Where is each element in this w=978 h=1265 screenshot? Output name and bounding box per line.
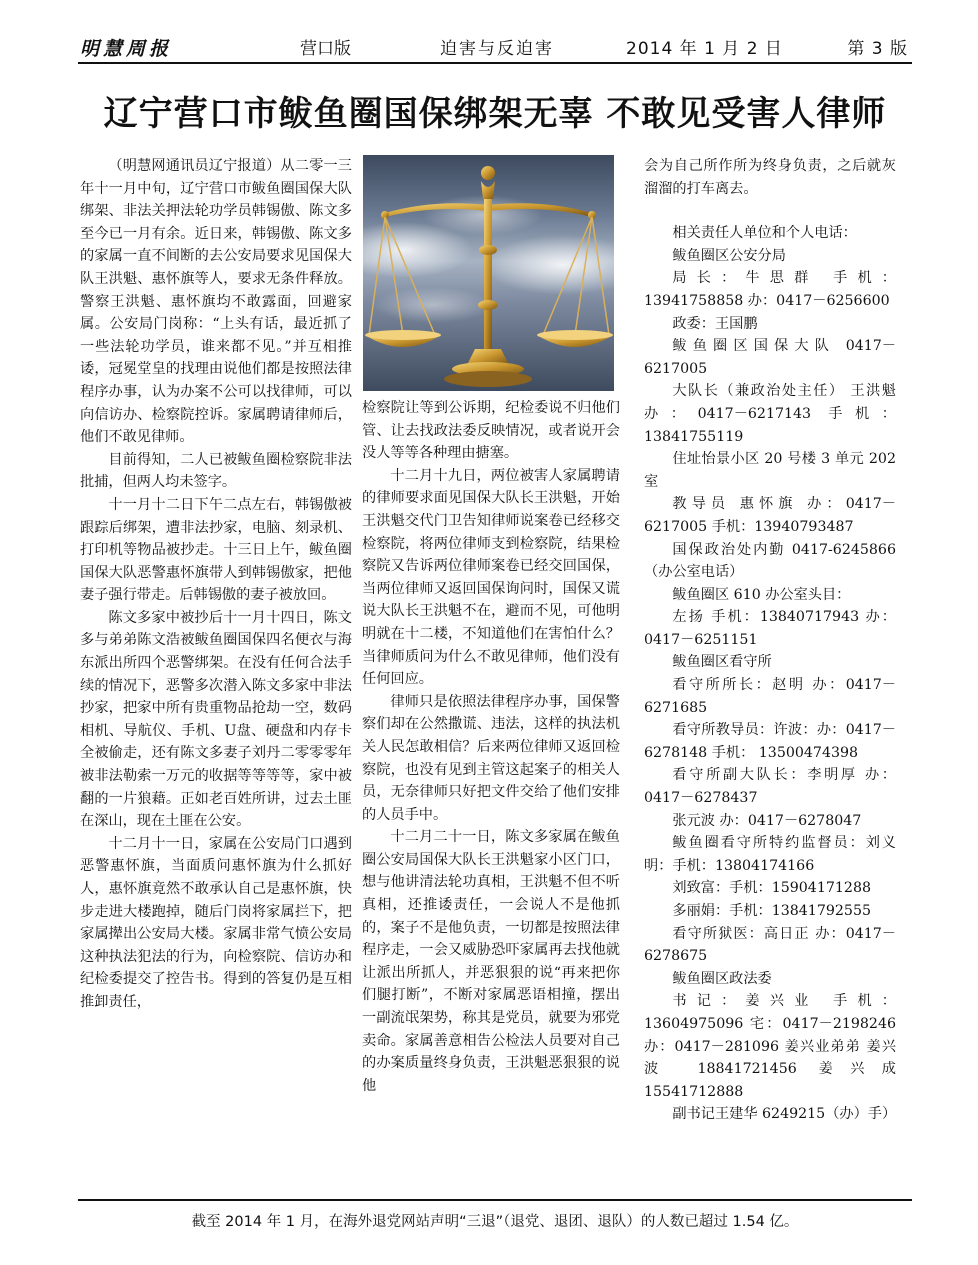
contact-list	[644, 222, 896, 1126]
header-rule	[78, 62, 912, 64]
contact-line: 相关责任人单位和个人电话：	[672, 225, 857, 242]
contact-line: 书记：姜兴业 手机：13604975096 宅：0417－2198246 办：0417－281096 姜兴业弟弟 姜兴波 18841721456 姜兴成 15541712888	[644, 993, 896, 1100]
contact-line: 住址怡景小区 20 号楼 3 单元 202 室	[644, 451, 896, 490]
contact-line: 鲅鱼圈区 610 办公室头目：	[672, 586, 851, 603]
paragraph: 十二月二十一日，陈文多家属在鲅鱼圈公安局国保大队长王洪魁家小区门口，想与他讲清法轮功真相，王洪魁不但不听真相，还推诿责任，一会说人不是他抓的，案子不是他负责，一切都是按照法律程序走，一会又威胁恐吓家属再去找他就让派出所抓人，并恶狠狠的说“再来把你们腿打断”，不断对家属恶语相撞，摆出一副流氓架势，称其是党员，就要为邪党卖命。家属善意相告公检法人员要对自己的办案质量终身负责，王洪魁恶狠狠的说他	[362, 829, 620, 1094]
footer-notice: 截至 2014 年 1 月，在海外退党网站声明“三退”（退党、退团、退队）的人数已超过 1.54 亿。	[191, 1214, 799, 1230]
masthead: 明慧周报	[80, 38, 173, 60]
contact-line: 看守所副大队长：李明厚 办：0417－6278437	[644, 767, 896, 807]
contact-line: 鲅鱼圈区政法委	[672, 970, 772, 987]
page-header	[78, 32, 910, 60]
article-column-1	[80, 155, 352, 1014]
page-number: 第 3 版	[847, 39, 908, 59]
paragraph: 十一月十二日下午二点左右，韩锡傲被跟踪后绑架，遭非法抄家，电脑、刻录机、打印机等物品被抄走。十三日上午，鲅鱼圈国保大队恶警惠怀旗带人到韩锡傲家，把他妻子强行带走。后韩锡傲的妻子被放回。	[80, 496, 352, 604]
article-headline: 辽宁营口市鲅鱼圈国保绑架无辜 不敢见受害人律师	[103, 94, 887, 134]
article-column-3	[644, 155, 896, 1126]
scales-of-justice-icon	[363, 155, 614, 391]
contact-line: 刘致富：手机：15904171288	[672, 880, 871, 897]
article-column-2	[362, 397, 620, 1097]
paragraph: 律师只是依照法律程序办事，国保警察们却在公然撒谎、违法，这样的执法机关人民怎敢相信？后来两位律师又返回检察院，也没有见到主管这起案子的相关人员，无奈律师只好把文件交给了他们安排的人员手中。	[362, 693, 620, 823]
contact-line: 国保政治处内勤 0417-6245866（办公室电话）	[644, 541, 896, 581]
spacer	[644, 200, 896, 222]
contact-line: 看守所所长：赵明 办：0417－6271685	[644, 677, 896, 716]
paragraph: 陈文多家中被抄后十一月十四日，陈文多与弟弟陈文浩被鲅鱼圈国保四名便衣与海东派出所四个恶警绑架。在没有任何合法手续的情况下，恶警多次潜入陈文多家中非法抄家，把家中所有贵重物品抢劫一空，数码相机、导航仪、手机、U盘、硬盘和内存卡全被偷走，还有陈文多妻子刘丹二零零零年被非法勒索一万元的收据等等等等，家中被翻的一片狼藉。正如老百姓所讲，过去土匪在深山，现在土匪在公安。	[80, 609, 352, 830]
edition-label: 营口版	[300, 39, 351, 59]
contact-line: 鲅鱼圈区公安分局	[672, 247, 786, 264]
contact-line: 大队长（兼政治处主任） 王洪魁 办：0417－6217143 手机：13841755119	[644, 383, 896, 445]
paragraph: （明慧网通讯员辽宁报道）从二零一三年十一月中旬，辽宁营口市鲅鱼圈国保大队绑架、非法关押法轮功学员韩锡傲、陈文多至今已一月有余。近日来，韩锡傲、陈文多的家属一直不间断的去公安局要求见国保大队王洪魁、惠怀旗等人，要求无条件释放。警察王洪魁、惠怀旗均不敢露面，回避家属。公安局门岗称：“上头有话，最近抓了一些法轮功学员，谁来都不见。”并互相推诿，冠冕堂皇的找理由说他们都是按照法律程序办事，认为办案不公可以找律师，可以向信访办、检察院控诉。家属聘请律师后，他们不敢见律师。	[80, 158, 352, 446]
contact-line: 多丽娟：手机：13841792555	[672, 903, 871, 919]
contact-line: 鲅鱼圈看守所特约监督员：刘义明：手机：13804174166	[644, 835, 896, 874]
paragraph: 检察院让等到公诉期，纪检委说不归他们管、让去找政法委反映情况，或者说开会没人等等各种理由搪塞。	[362, 400, 620, 462]
issue-date: 2014 年 1 月 2 日	[626, 39, 783, 59]
contact-line: 左扬 手机：13840717943 办：0417－6251151	[644, 609, 896, 648]
contact-line: 鲅鱼圈区国保大队 0417－6217005	[644, 338, 896, 377]
footer-rule	[78, 1199, 912, 1201]
contact-line: 副书记王建华 6249215（办）手）	[672, 1106, 897, 1123]
contact-line: 张元波 办：0417－6278047	[672, 812, 862, 829]
contact-line: 局长：牛思群 手机：13941758858 办：0417－6256600	[644, 270, 896, 309]
contact-line: 鲅鱼圈区看守所	[672, 654, 772, 671]
contact-line: 看守所教导员：许波：办：0417－6278148 手机： 13500474398	[644, 722, 896, 761]
scales-of-justice-photo	[363, 155, 614, 391]
paragraph: 十二月十一日，家属在公安局门口遇到恶警惠怀旗，当面质问惠怀旗为什么抓好人，惠怀旗竟然不敢承认自己是惠怀旗，快步走进大楼跑掉，随后门岗将家属拦下，把家属撵出公安局大楼。家属非常气愤公安局这种执法犯法的行为，向检察院、信访办和纪检委提交了控告书。得到的答复仍是互相推卸责任，	[80, 835, 352, 1010]
paragraph: 目前得知，二人已被鲅鱼圈检察院非法批捕，但两人均未签字。	[80, 451, 352, 491]
section-label: 迫害与反迫害	[440, 39, 554, 59]
contact-line: 教导员 惠怀旗 办：0417－6217005 手机：13940793487	[644, 496, 896, 535]
contact-line: 政委：王国鹏	[672, 315, 758, 332]
paragraph: 会为自己所作所为终身负责，之后就灰溜溜的打车离去。	[644, 158, 896, 197]
paragraph: 十二月十九日，两位被害人家属聘请的律师要求面见国保大队长王洪魁，开始王洪魁交代门卫告知律师说案卷已经移交检察院，将两位律师支到检察院，结果检察院又告诉两位律师案卷已经交回国保，当两位律师又返回国保询问时，国保又谎说大队长王洪魁不在，避而不见，可他明明就在十二楼，不知道他们在害怕什么？当律师质问为什么不敢见律师，他们没有任何回应。	[362, 467, 620, 688]
contact-line: 看守所狱医：高日正 办：0417－6278675	[644, 925, 896, 965]
